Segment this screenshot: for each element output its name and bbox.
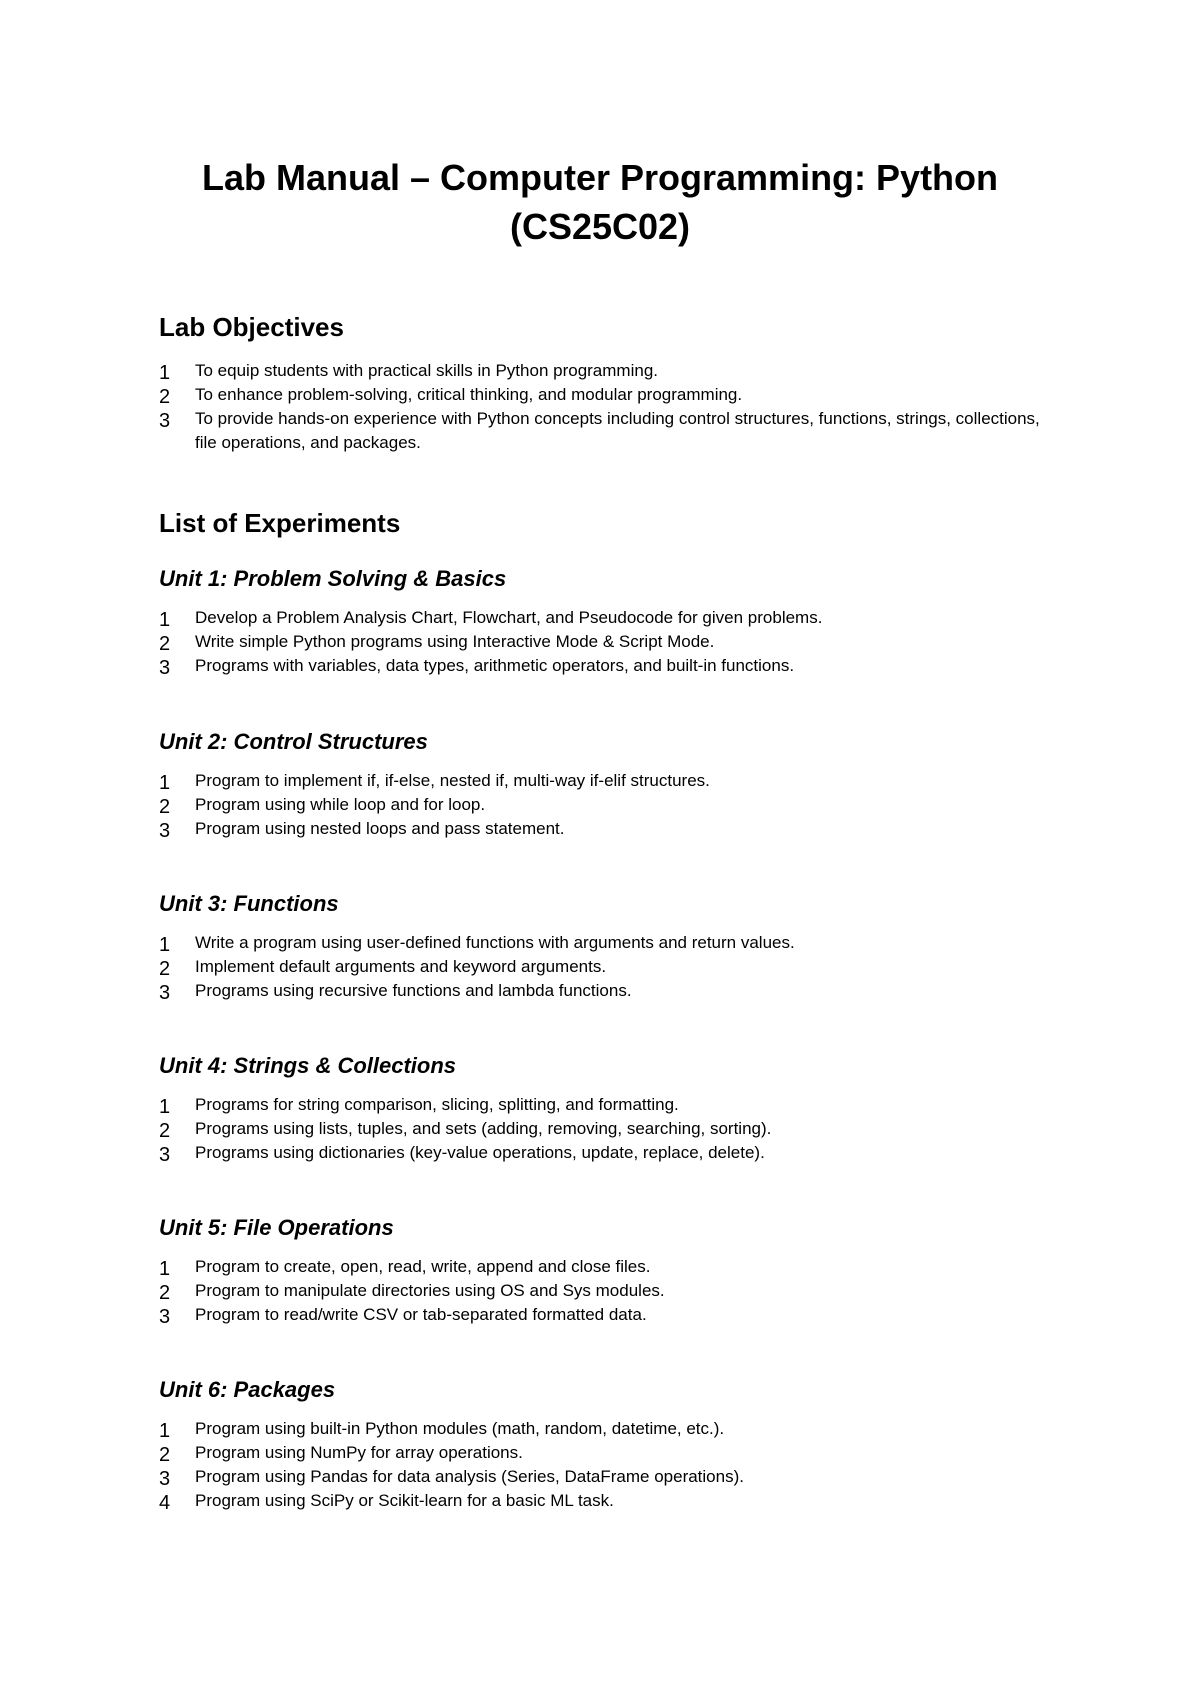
unit-5-list <box>159 1255 1059 1327</box>
list-item <box>159 1303 1059 1327</box>
item-number: 3 <box>159 982 171 1004</box>
item-text: Program to read/write CSV or tab-separated formatted data. <box>195 1305 647 1324</box>
item-text: To equip students with practical skills in Python programming. <box>195 361 658 380</box>
list-item <box>159 769 1059 793</box>
item-number: 1 <box>159 1096 171 1118</box>
list-item <box>159 1141 1059 1165</box>
page-title <box>0 153 1200 251</box>
list-item <box>159 1093 1059 1117</box>
unit-4-list <box>159 1093 1059 1165</box>
page-title-line-1: Lab Manual – Computer Programming: Python <box>201 157 999 198</box>
list-item <box>159 1441 1059 1465</box>
item-number: 3 <box>159 1144 171 1166</box>
item-text: Programs using recursive functions and lambda functions. <box>195 981 632 1000</box>
item-text: Program to implement if, if-else, nested if, multi-way if-elif structures. <box>195 771 710 790</box>
item-text: Programs using dictionaries (key-value operations, update, replace, delete). <box>195 1143 765 1162</box>
item-number: 1 <box>159 1258 171 1280</box>
unit-3-list <box>159 931 1059 1003</box>
list-item <box>159 1489 1059 1513</box>
item-text: Write a program using user-defined functions with arguments and return values. <box>195 933 795 952</box>
item-text: To enhance problem-solving, critical thinking, and modular programming. <box>195 385 743 404</box>
list-item <box>159 606 1059 630</box>
list-item <box>159 1255 1059 1279</box>
item-text: Program to manipulate directories using OS and Sys modules. <box>195 1281 665 1300</box>
list-item <box>159 931 1059 955</box>
item-text: Implement default arguments and keyword arguments. <box>195 957 607 976</box>
item-number: 1 <box>159 934 171 956</box>
item-number: 3 <box>159 657 171 679</box>
list-item <box>159 817 1059 841</box>
unit-2-title: Unit 2: Control Structures <box>159 729 428 754</box>
unit-4-title: Unit 4: Strings & Collections <box>159 1053 457 1078</box>
list-item <box>159 1417 1059 1441</box>
unit-6-list <box>159 1417 1059 1513</box>
list-item <box>159 630 1059 654</box>
item-number: 3 <box>159 820 171 842</box>
experiments-heading: List of Experiments <box>159 508 401 538</box>
item-number: 3 <box>159 1468 171 1490</box>
item-number: 2 <box>159 1282 171 1304</box>
list-item <box>159 383 1059 407</box>
item-number: 2 <box>159 386 171 408</box>
item-number: 1 <box>159 772 171 794</box>
item-text: Program using NumPy for array operations. <box>195 1443 523 1462</box>
item-text: Develop a Problem Analysis Chart, Flowchart, and Pseudocode for given problems. <box>195 608 823 627</box>
item-text: Programs using lists, tuples, and sets (adding, removing, searching, sorting). <box>195 1119 772 1138</box>
list-item <box>159 955 1059 979</box>
item-number: 3 <box>159 1306 171 1328</box>
item-text: Program using while loop and for loop. <box>195 795 486 814</box>
item-text: Programs with variables, data types, arithmetic operators, and built-in functions. <box>195 656 795 675</box>
list-item <box>159 979 1059 1003</box>
list-item <box>159 407 1059 455</box>
unit-3-title: Unit 3: Functions <box>159 891 339 916</box>
item-text: Programs for string comparison, slicing, splitting, and formatting. <box>195 1095 679 1114</box>
item-number: 2 <box>159 633 171 655</box>
list-item <box>159 1117 1059 1141</box>
unit-1-title: Unit 1: Problem Solving & Basics <box>159 566 507 591</box>
unit-1-list <box>159 606 1059 678</box>
item-number: 2 <box>159 1120 171 1142</box>
item-number: 4 <box>159 1492 171 1514</box>
unit-5-title: Unit 5: File Operations <box>159 1215 394 1240</box>
page-title-line-2: (CS25C02) <box>509 206 691 247</box>
item-number: 3 <box>159 410 171 432</box>
unit-2-list <box>159 769 1059 841</box>
list-item <box>159 1279 1059 1303</box>
list-item <box>159 359 1059 383</box>
list-item <box>159 793 1059 817</box>
item-number: 1 <box>159 362 171 384</box>
item-number: 2 <box>159 796 171 818</box>
item-text: Program to create, open, read, write, append and close files. <box>195 1257 651 1276</box>
objectives-heading: Lab Objectives <box>159 312 344 342</box>
item-text: Program using built-in Python modules (math, random, datetime, etc.). <box>195 1419 725 1438</box>
list-item <box>159 1465 1059 1489</box>
item-text: Program using Pandas for data analysis (Series, DataFrame operations). <box>195 1467 744 1486</box>
unit-6-title: Unit 6: Packages <box>159 1377 336 1402</box>
objectives-list <box>159 359 1059 455</box>
item-number: 2 <box>159 958 171 980</box>
item-number: 1 <box>159 609 171 631</box>
list-item <box>159 654 1059 678</box>
item-text: To provide hands-on experience with Python concepts including control structures, functions, strings, collections, file operations, and packages. <box>195 409 1040 452</box>
item-number: 1 <box>159 1420 171 1442</box>
item-number: 2 <box>159 1444 171 1466</box>
item-text: Program using nested loops and pass statement. <box>195 819 565 838</box>
item-text: Program using SciPy or Scikit-learn for a basic ML task. <box>195 1491 614 1510</box>
item-text: Write simple Python programs using Interactive Mode & Script Mode. <box>195 632 715 651</box>
